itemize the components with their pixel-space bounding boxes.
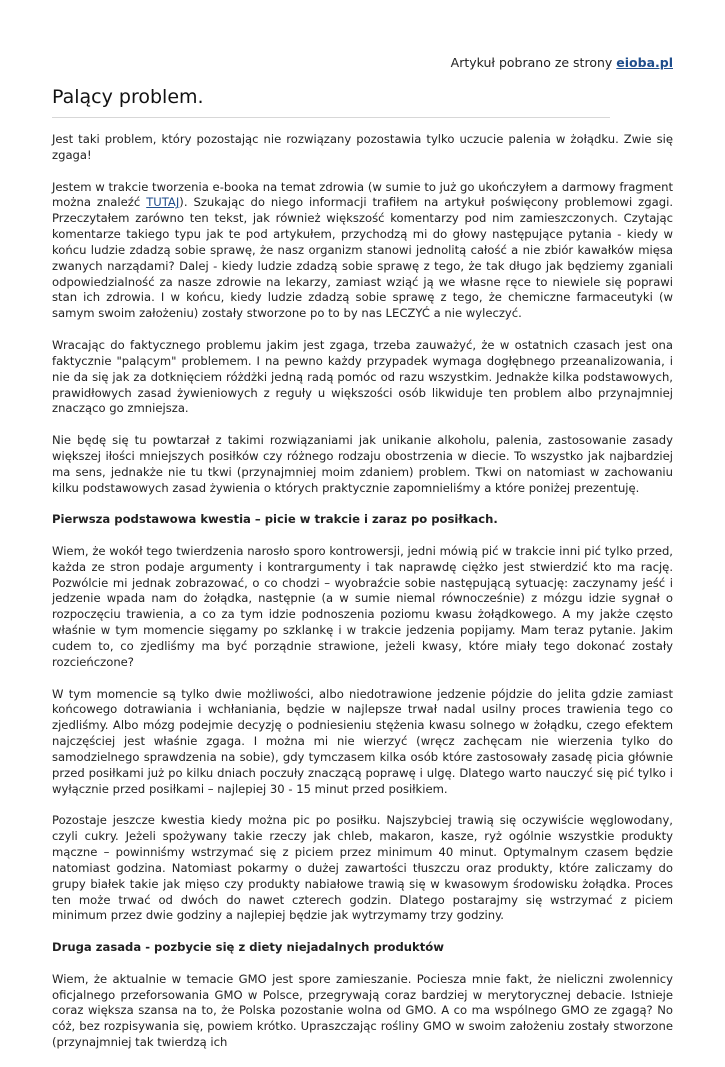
section-heading-second: Druga zasada - pozbycie się z diety niejadalnych produktów (52, 940, 444, 955)
paragraph-ebook-text-end: ). Szukając do niego informacji trafiłem na artykuł poświęcony problemowi zgagi. Przeczytałem zarówno ten tekst, jak również większość komentarzy pod nim zamieszczonych. Czytając komentarze takiego typu jak te pod artykułem, przychodzą mi do głowy następujące pytania - kiedy w końcu ludzie zdadzą sobie sprawę, że nasz organizm stanowi jednolitą całość a nie zbiór kawałków mięsa zwanych narządami? Dalej - kiedy ludzie zdadzą sobie sprawę z tego, że tak długo jak będziemy zganiali odpowiedzialność za nasze zdrowie na lekarzy, zamiast wziąć ją we własne ręce to niewiele się poprawi stan ich zdrowia. I w końcu, kiedy ludzie zdadzą sobie sprawę z tego, że chemiczne farmaceutyki (w samym swoim założeniu) zostały stworzone po to by nas LECZYĆ a nie wyleczyć. (52, 195, 673, 321)
paragraph-ebook-text-start: Jestem w trakcie tworzenia e-booka na temat zdrowia (w sumie to już go ukończyłem a darmowy fragment można znaleźć (52, 179, 673, 210)
paragraph-intro: Jest taki problem, który pozostając nie rozwiązany pozostawia tylko uczucie palenia w żołądku. Zwie się zgaga! (52, 132, 673, 162)
paragraph-drinking: Wiem, że wokół tego twierdzenia narosło sporo kontrowersji, jedni mówią pić w trakcie inni pić tylko przed, każda ze stron podaje argumenty i kontrargumenty i tak naprawdę ciężko jest stwierdzić kto ma rację. Pozwólcie mi jednak zobrazować, o co chodzi – wyobraźcie sobie następującą sytuację: zaczynamy jeść i jedzenie wpada nam do żołądka, następnie (a w sumie niemal równocześnie) z mózgu idzie sygnał o rozpoczęciu trawienia, a co za tym idzie podnoszenia poziomu kwasu żołądkowego. A my jakże często właśnie w tym momencie sięgamy po szklankę i w trakcie jedzenia popijamy. Mam teraz pytanie. Jakim cudem to, co zjedliśmy ma być porządnie strawione, jeżeli kwasy, które miały tego dokonać zostały rozcieńczone? (52, 543, 673, 669)
ebook-link[interactable]: TUTAJ (146, 195, 180, 210)
title-divider (52, 117, 610, 118)
source-line (451, 55, 673, 70)
source-prefix: Artykuł pobrano ze strony (450, 55, 617, 70)
page-title: Palący problem. (52, 86, 204, 108)
source-site-link[interactable]: eioba.pl (616, 55, 673, 70)
paragraph-gmo: Wiem, że aktualnie w temacie GMO jest spore zamieszanie. Pociesza mnie fakt, że nieliczni zwolennicy oficjalnego przeforsowania GMO w Polsce, przegrywają coraz bardziej w merytorycznej debacie. Istnieje coraz większa szansa na to, że Polska pozostanie wolna od GMO. A co ma wspólnego GMO ze zgagą? No cóż, bez rozpisywania się, powiem krótko. Upraszczając rośliny GMO w swoim założeniu zostały stworzone (przynajmniej tak twierdzą ich (52, 971, 673, 1050)
paragraph-possibilities: W tym momencie są tylko dwie możliwości, albo niedotrawione jedzenie pójdzie do jelita gdzie zamiast końcowego dotrawiania i wchłaniania, będzie w najlepsze trwał nadal usilny proces trawienia tego co zjedliśmy. Albo mózg podejmie decyzję o podniesieniu stężenia kwasu solnego w żołądku, czego efektem najczęściej jest właśnie zgaga. I można mi nie wierzyć (wręcz zachęcam nie wierzenia tylko do samodzielnego sprawdzenia na sobie), gdy tymczasem kilka osób które zastosowały zasadę picia głównie przed posiłkami już po kilku dniach poczuły znaczącą poprawę i ulgę. Dlatego warto nauczyć się pić tylko i wyłącznie przed posiłkami – najlepiej 30 - 15 minut przed posiłkiem. (52, 686, 673, 796)
paragraph-ebook (52, 180, 673, 323)
paragraph-rules-intro: Nie będę się tu powtarzał z takimi rozwiązaniami jak unikanie alkoholu, palenia, zastosowanie zasady większej iłości mniejszych posiłków czy różnego rodzaju obostrzenia w diecie. To wszystko jak najbardziej ma sens, jednakże nie tu tkwi (przynajmniej moim zdaniem) problem. Tkwi on natomiast w zachowaniu kilku podstawowych zasad żywienia o których praktycznie zapomnieliśmy a które poniżej prezentuję. (52, 433, 673, 495)
article-body (52, 132, 673, 1067)
paragraph-after-meal: Pozostaje jeszcze kwestia kiedy można pic po posiłku. Najszybciej trawią się oczywiście węglowodany, czyli cukry. Jeżeli spożywany takie rzeczy jak chleb, makaron, kasze, ryż ogólnie wszystkie produkty mączne – powinniśmy wstrzymać się z piciem przez minimum 40 minut. Optymalnym czasem będzie natomiast godzina. Natomiast pokarmy o dużej zawartości tłuszczu oraz produkty, które zaliczamy do grupy białek takie jak mięso czy produkty nabiałowe trawią się w kwasowym środowisku żołądka. Proces ten może trwać od dwóch do nawet czterech godzin. Dlatego postarajmy się wstrzymać z piciem minimum przez dwie godziny a najlepiej będzie jak wytrzymamy trzy godziny. (52, 813, 673, 923)
paragraph-problem: Wracając do faktycznego problemu jakim jest zgaga, trzeba zauważyć, że w ostatnich czasach jest ona faktycznie "palącym" problemem. I na pewno każdy przypadek wymaga dogłębnego przeanalizowania, i nie da się jak za dotknięciem różdżki jedną radą pomóc od razu wszystkim. Jednakże kilka podstawowych, prawidłowych zasad żywieniowych z reguły u większości osób likwiduje ten problem albo przynajmniej znacząco go zmniejsza. (52, 337, 673, 416)
section-heading-first: Pierwsza podstawowa kwestia – picie w trakcie i zaraz po posiłkach. (52, 512, 498, 527)
